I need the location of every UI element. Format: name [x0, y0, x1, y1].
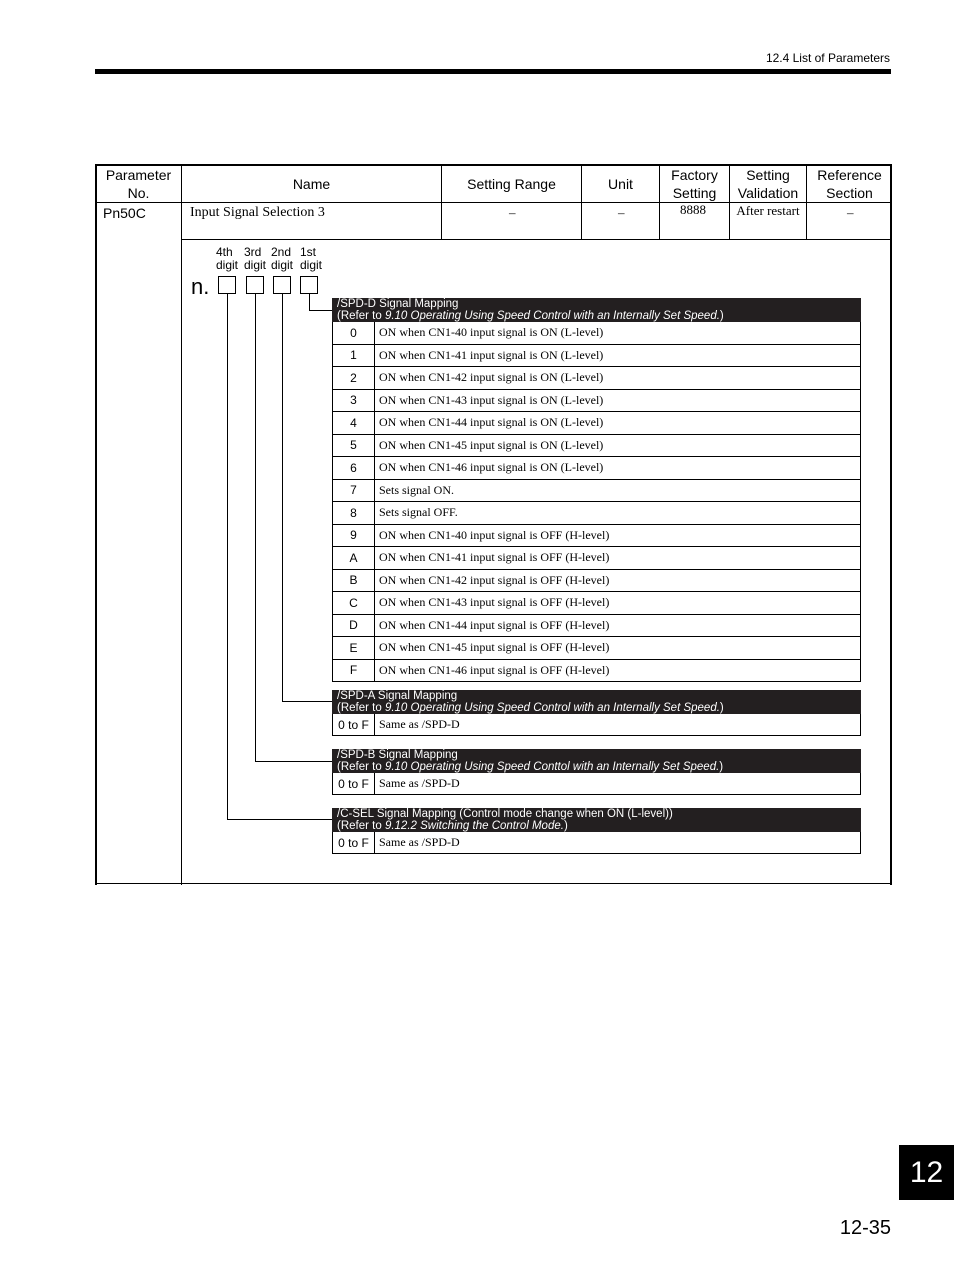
reference-section-value: – [847, 205, 854, 220]
row-desc: Same as /SPD-D [379, 717, 460, 731]
digit-box-3rd [246, 276, 264, 294]
connector-1st-h [309, 310, 333, 311]
row-code: 0 to F [333, 832, 375, 853]
row-desc: Same as /SPD-D [379, 835, 460, 849]
ref-italic: 9.10 Operating Using Speed Control with an Internally Set Speed. [384, 310, 720, 322]
header-rule [95, 69, 891, 74]
connector-3rd-h [255, 761, 333, 762]
table-row [332, 773, 861, 795]
group-spd-a-header [332, 690, 861, 714]
connector-4th-v [227, 294, 228, 820]
row-code: 0 [333, 322, 375, 344]
setting-validation-value: After restart [736, 203, 800, 218]
row-code: 0 to F [333, 773, 375, 794]
row-code: 9 [333, 525, 375, 547]
row-desc: ON when CN1-46 input signal is OFF (H-level) [379, 662, 610, 677]
col-header-factory-setting [660, 165, 729, 202]
connector-4th-h [227, 819, 333, 820]
param-name: Input Signal Selection 3 [190, 205, 325, 220]
digit-label-4th: 4th digit [216, 245, 239, 272]
ref-prefix: (Refer to [337, 310, 385, 322]
row-desc: Sets signal ON. [379, 482, 454, 497]
row-code: 6 [333, 457, 375, 479]
table-row [332, 592, 861, 615]
digit-box-1st [300, 276, 318, 294]
digit-label-1st: 1st digit [300, 245, 323, 272]
row-code: 5 [333, 435, 375, 457]
n-prefix: n. [191, 274, 210, 299]
param-number: Pn50C [103, 205, 146, 221]
chapter-tab: 12 [899, 1145, 954, 1200]
row-desc: ON when CN1-40 input signal is OFF (H-level) [379, 527, 610, 542]
ref-prefix: (Refer to [337, 820, 385, 832]
digit-box-4th [218, 276, 236, 294]
group-spd-b-title: /SPD-B Signal Mapping [337, 749, 458, 761]
group-spd-a [332, 690, 861, 736]
group-spd-a-ref [337, 702, 861, 714]
col-header-reference-section [807, 165, 892, 202]
ref-prefix: (Refer to [337, 702, 385, 714]
group-spd-d-title: /SPD-D Signal Mapping [337, 298, 459, 310]
row-code: E [333, 637, 375, 659]
row-desc: ON when CN1-44 input signal is ON (L-level) [379, 415, 604, 430]
row-desc: ON when CN1-42 input signal is OFF (H-level) [379, 572, 610, 587]
table-row [332, 547, 861, 570]
group-c-sel-ref [337, 820, 861, 832]
table-row [332, 345, 861, 368]
row-code: 7 [333, 480, 375, 502]
row-code: 8 [333, 502, 375, 524]
unit-value: – [618, 205, 625, 220]
connector-2nd-h [282, 701, 333, 702]
row-desc: ON when CN1-46 input signal is ON (L-level) [379, 460, 604, 475]
group-spd-d-ref [337, 310, 861, 322]
group-spd-d [332, 298, 861, 682]
row-code: F [333, 660, 375, 682]
row-desc: ON when CN1-44 input signal is OFF (H-level) [379, 617, 610, 632]
ref-suffix: ) [719, 310, 724, 322]
row-code: 4 [333, 412, 375, 434]
ref-prefix: (Refer to [337, 761, 385, 773]
ref-italic: 9.10 Operating Using Speed Control with an Internally Set Speed. [384, 702, 720, 714]
digit-label-2nd: 2nd digit [271, 245, 294, 272]
table-row [332, 525, 861, 548]
col-header-unit: Unit [608, 175, 633, 192]
table-row [332, 714, 861, 736]
row-desc: Sets signal OFF. [379, 505, 458, 520]
row-code: A [333, 547, 375, 569]
ref-suffix: ) [719, 761, 724, 773]
col-header-setting-range: Setting Range [467, 175, 556, 192]
table-row [332, 412, 861, 435]
col-header-reference-section-text: Reference Section [817, 166, 882, 201]
row-desc: ON when CN1-43 input signal is OFF (H-level) [379, 595, 610, 610]
row-desc: ON when CN1-41 input signal is ON (L-level) [379, 347, 604, 362]
group-c-sel-title: /C-SEL Signal Mapping (Control mode change when ON (L-level)) [337, 808, 673, 820]
row-code: B [333, 570, 375, 592]
table-row [332, 570, 861, 593]
digit-label-3rd: 3rd digit [244, 245, 267, 272]
col-header-setting-validation-text: Setting Validation [737, 166, 799, 201]
row-code: 1 [333, 345, 375, 367]
connector-1st-v [309, 294, 310, 311]
digit-box-2nd [273, 276, 291, 294]
row-desc: ON when CN1-41 input signal is OFF (H-level) [379, 550, 610, 565]
row-desc: ON when CN1-43 input signal is ON (L-level) [379, 392, 604, 407]
running-header: 12.4 List of Parameters [765, 51, 890, 65]
row-desc: ON when CN1-40 input signal is ON (L-level) [379, 325, 604, 340]
factory-setting-value: 8888 [680, 202, 706, 217]
connector-2nd-v [282, 294, 283, 702]
col-header-name: Name [292, 175, 331, 192]
row-code: D [333, 615, 375, 637]
col-header-factory-setting-text: Factory Setting [671, 166, 718, 201]
group-spd-a-title: /SPD-A Signal Mapping [337, 690, 458, 702]
connector-3rd-v [255, 294, 256, 762]
group-spd-d-header [332, 298, 861, 322]
group-c-sel-header [332, 808, 861, 832]
ref-suffix: ) [719, 702, 724, 714]
row-desc: Same as /SPD-D [379, 776, 460, 790]
table-row [332, 660, 861, 683]
ref-italic: 9.12.2 Switching the Control Mode. [384, 820, 564, 832]
table-row [332, 435, 861, 458]
row-code: C [333, 592, 375, 614]
table-row [332, 637, 861, 660]
group-spd-b-header [332, 749, 861, 773]
col-header-param-no-text: Parameter No. [105, 166, 172, 201]
row-desc: ON when CN1-45 input signal is ON (L-level) [379, 437, 604, 452]
group-spd-d-rows [332, 322, 861, 682]
table-row [332, 322, 861, 345]
page-number: 12-35 [839, 1217, 891, 1239]
table-row [332, 390, 861, 413]
group-spd-b [332, 749, 861, 795]
table-row [332, 367, 861, 390]
table-row [332, 832, 861, 854]
group-c-sel [332, 808, 861, 854]
row-desc: ON when CN1-42 input signal is ON (L-level) [379, 370, 604, 385]
row-code: 3 [333, 390, 375, 412]
ref-suffix: ) [563, 820, 568, 832]
setting-range-value: – [509, 205, 516, 220]
row-desc: ON when CN1-45 input signal is OFF (H-level) [379, 640, 610, 655]
table-row [332, 615, 861, 638]
table-row [332, 502, 861, 525]
row-code: 2 [333, 367, 375, 389]
table-row [332, 480, 861, 503]
col-header-setting-validation [730, 165, 806, 202]
row-code: 0 to F [333, 714, 375, 735]
col-header-param-no [96, 165, 181, 202]
group-spd-b-ref [337, 761, 861, 773]
table-row [332, 457, 861, 480]
ref-italic: 9.10 Operating Using Speed Conttol with an Internally Set Speed. [384, 761, 720, 773]
